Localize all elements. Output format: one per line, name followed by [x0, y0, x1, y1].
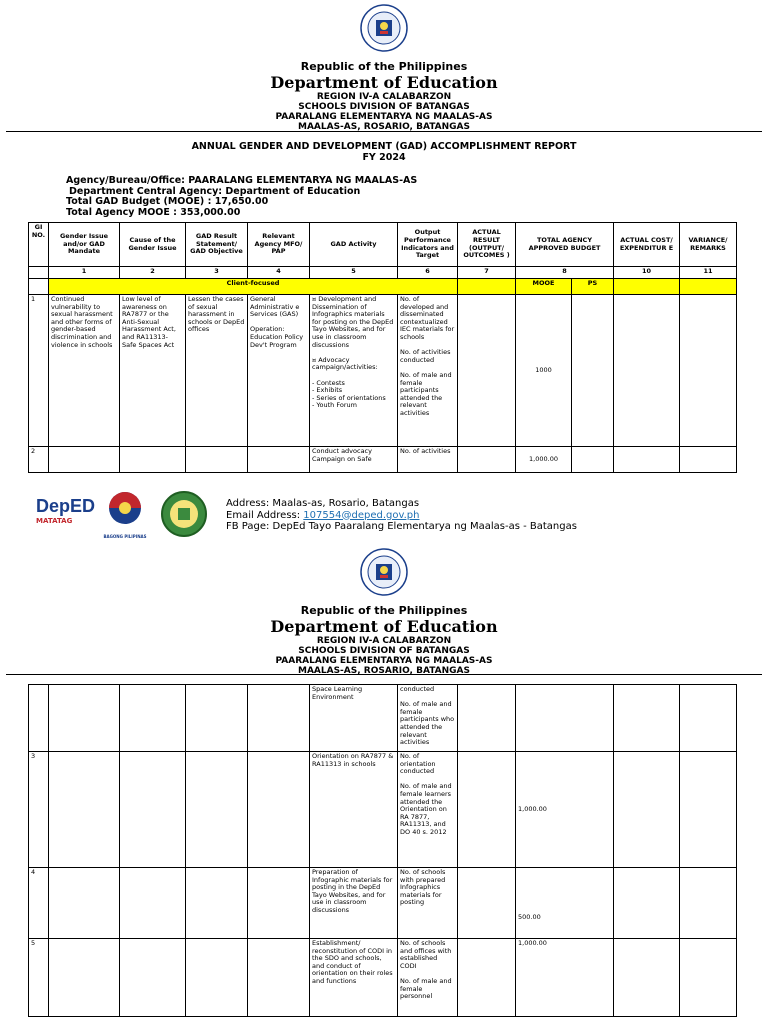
school-seal-icon: [160, 490, 208, 538]
num-7: 7: [458, 267, 516, 279]
gad-table-page2: [28, 684, 737, 1017]
row5-no: 5: [29, 939, 49, 1017]
republic-text: Republic of the Philippines: [300, 60, 468, 73]
table-number-row: [29, 267, 737, 279]
row2-budget: 1,000.00: [516, 447, 572, 473]
col-activity: GAD Activity: [310, 223, 398, 267]
table-row: [29, 868, 737, 939]
matatag-text: MATATAG: [36, 517, 73, 525]
row5-budget: 1,000.00: [516, 939, 614, 1017]
row1-output: No. of developed and disseminated contextualized IEC materials for schools No. of activities conducted No. of male and female participants attended the relevant activities: [398, 295, 458, 447]
col-result: GAD Result Statement/ GAD Objective: [186, 223, 248, 267]
row4-no: 4: [29, 868, 49, 939]
footer-email-line: Email Address: 107554@deped.gov.ph: [226, 509, 420, 521]
page1-header: [0, 4, 768, 132]
row1-no: 1: [29, 295, 49, 447]
col-budget: TOTAL AGENCY APPROVED BUDGET: [516, 223, 614, 267]
school-text: PAARALANG ELEMENTARYA NG MAALAS-AS: [275, 656, 493, 666]
footer-address: Address: Maalas-as, Rosario, Batangas: [226, 498, 420, 509]
row2-cont-activity: Space Learning Environment: [310, 685, 398, 752]
central-agency-line: Department Central Agency: Department of Education: [69, 185, 361, 197]
header-divider: [6, 674, 762, 675]
col-gi-no: GI NO.: [29, 223, 49, 267]
col-actual-cost: ACTUAL COST/ EXPENDITUR E: [614, 223, 680, 267]
region-text: REGION IV-A CALABARZON: [316, 92, 452, 102]
table-row: [29, 939, 737, 1017]
col-output: Output Performance Indicators and Target: [398, 223, 458, 267]
num-8: 8: [516, 267, 614, 279]
location-text: MAALAS-AS, ROSARIO, BATANGAS: [297, 122, 470, 132]
row1-budget: 1000: [516, 295, 572, 447]
agency-line: Agency/Bureau/Office: PAARALANG ELEMENTARYA NG MAALAS-AS: [66, 175, 418, 186]
row3-output: No. of orientation conducted No. of male and female learners attended the Orientation on RA 7877, RA11313, and DO 40 s. 2012: [398, 752, 458, 868]
row5-output: No. of schools and offices with established CODI No. of male and female personnel: [398, 939, 458, 1017]
row2-no: 2: [29, 447, 49, 473]
num-2: 2: [120, 267, 186, 279]
bagong-pilipinas-icon: [102, 490, 148, 530]
agency-mooe-line: Total Agency MOOE : 353,000.00: [66, 206, 241, 218]
col-mfo: Relevant Agency MFO/ PAP: [248, 223, 310, 267]
col-gender-issue: Gender Issue and/or GAD Mandate: [49, 223, 120, 267]
row1-issue: Continued vulnerability to sexual harassment and other forms of gender-based discrimination and violence in schools: [49, 295, 120, 447]
division-text: SCHOOLS DIVISION OF BATANGAS: [298, 102, 470, 112]
report-title: ANNUAL GENDER AND DEVELOPMENT (GAD) ACCOMPLISHMENT REPORT: [191, 141, 577, 152]
report-info: [66, 176, 417, 218]
row4-output: No. of schools with prepared Infographics materials for posting: [398, 868, 458, 939]
row2-output: No. of activities: [398, 447, 458, 473]
table-header-row: [29, 223, 737, 267]
report-fy: FY 2024: [362, 152, 406, 163]
num-10: 10: [614, 267, 680, 279]
num-6: 6: [398, 267, 458, 279]
col-cause: Cause of the Gender Issue: [120, 223, 186, 267]
row2-cont-output: conducted No. of male and female participants who attended the relevant activities: [398, 685, 458, 752]
row5-activity: Establishment/ reconstitution of CODI in the SDO and schools, and conduct of orientation on their roles and functions: [310, 939, 398, 1017]
row3-no: 3: [29, 752, 49, 868]
client-focused-row: [29, 279, 737, 295]
row3-budget: 1,000.00: [516, 752, 614, 868]
mooe-label: MOOE: [516, 279, 572, 295]
row1-cause: Low level of awareness on RA7877 or the Anti-Sexual Harassment Act, and RA11313- Safe Spaces Act: [120, 295, 186, 447]
row4-budget: 500.00: [516, 868, 614, 939]
page2-header: [0, 548, 768, 676]
table-row: [29, 685, 737, 752]
region-text: REGION IV-A CALABARZON: [316, 636, 452, 646]
republic-text: Republic of the Philippines: [300, 604, 468, 617]
location-text: MAALAS-AS, ROSARIO, BATANGAS: [297, 666, 470, 676]
col-variance: VARIANCE/ REMARKS: [680, 223, 737, 267]
num-3: 3: [186, 267, 248, 279]
footer-contact: [226, 498, 577, 533]
row1-mfo: General Administrativ e Services (GAS) Operation: Education Policy Dev't Program: [248, 295, 310, 447]
division-text: SCHOOLS DIVISION OF BATANGAS: [298, 646, 470, 656]
deped-logo-text: DepED: [36, 496, 96, 516]
gad-budget-line: Total GAD Budget (MOOE) : 17,650.00: [66, 196, 269, 207]
num-4: 4: [248, 267, 310, 279]
header-divider: [6, 131, 762, 132]
deped-matatag-logo: [36, 496, 96, 525]
client-focused-label: Client-focused: [49, 279, 458, 295]
gad-table-page1: [28, 222, 737, 473]
row4-activity: Preparation of Infographic materials for posting in the DepEd Tayo Websites, and for use in classroom discussions: [310, 868, 398, 939]
table-row: [29, 447, 737, 473]
ps-label: PS: [572, 279, 614, 295]
department-title: Department of Education: [270, 617, 498, 636]
school-seal: [160, 490, 208, 542]
deped-seal-icon: [360, 548, 408, 596]
col-actual-result: ACTUAL RESULT (OUTPUT/ OUTCOMES ): [458, 223, 516, 267]
school-text: PAARALANG ELEMENTARYA NG MAALAS-AS: [275, 112, 493, 122]
row1-result: Lessen the cases of sexual harassment in schools or DepEd offices: [186, 295, 248, 447]
email-link[interactable]: 107554@deped.gov.ph: [303, 509, 420, 521]
table-row: [29, 752, 737, 868]
deped-seal-icon: [360, 4, 408, 52]
row1-activity: ¤ Development and Dissemination of Infographics materials for posting on the DepEd Tayo Websites, and for use in classroom discussions ¤ Advocacy campaign/activities: - Contests - Exhibits - Series of orientations - Youth Forum: [310, 295, 398, 447]
bagong-pilipinas-text: BAGONG PILIPINAS: [103, 534, 147, 539]
row2-activity: Conduct advocacy Campaign on Safe: [310, 447, 398, 473]
num-5: 5: [310, 267, 398, 279]
footer-fb: FB Page: DepEd Tayo Paaralang Elementarya ng Maalas-as - Batangas: [226, 521, 577, 532]
row3-activity: Orientation on RA7877 & RA11313 in schools: [310, 752, 398, 868]
page-footer: [0, 486, 768, 546]
bagong-pilipinas-logo: [102, 490, 148, 539]
department-title: Department of Education: [270, 73, 498, 92]
num-1: 1: [49, 267, 120, 279]
num-11: 11: [680, 267, 737, 279]
table-row: [29, 295, 737, 447]
